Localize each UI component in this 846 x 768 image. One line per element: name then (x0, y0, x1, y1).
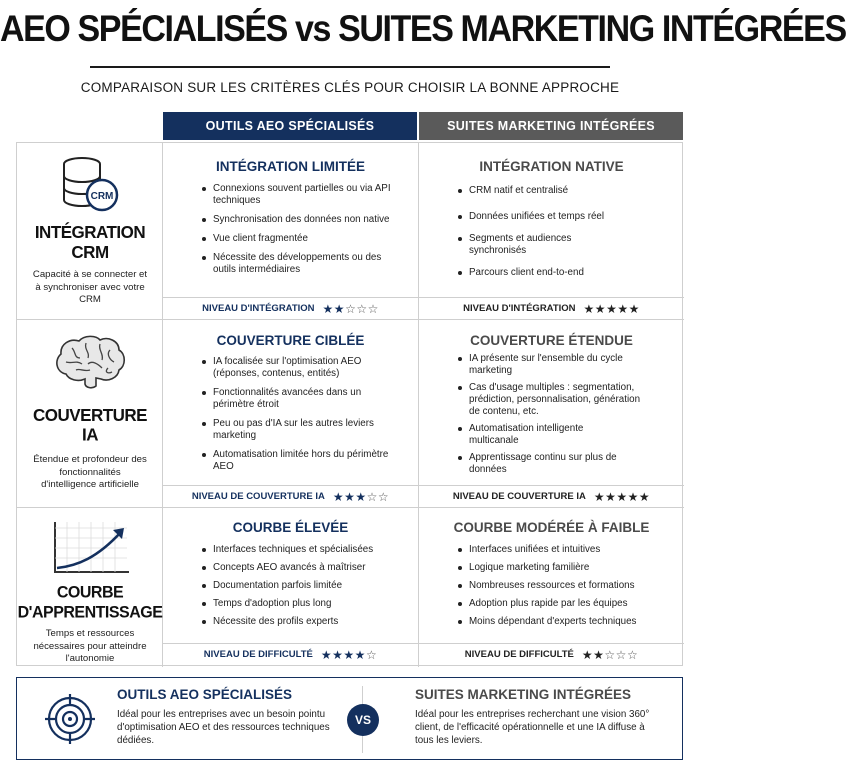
svg-text:CRM: CRM (90, 191, 114, 202)
list-item: Documentation parfois limitée (201, 580, 401, 592)
cell-ai-suites (419, 320, 684, 508)
star-filled-icon: ★ (581, 647, 594, 662)
criterion-name: COUVERTURE IA (32, 405, 147, 445)
list-item: Interfaces unifiées et intuitives (457, 544, 672, 556)
rating-bar (163, 485, 418, 507)
criterion-learning-curve (17, 508, 163, 667)
growth-chart-icon (17, 518, 163, 578)
summary-title-suites: SUITES MARKETING INTÉGRÉES (415, 687, 632, 702)
summary-box (16, 677, 683, 760)
list-item: Nombreuses ressources et formations (457, 580, 672, 592)
star-filled-icon: ★ (628, 301, 640, 316)
star-rating (594, 490, 650, 504)
list-item: Concepts AEO avancés à maîtriser (201, 562, 401, 574)
star-empty-icon: ☆ (377, 489, 390, 504)
criterion-ai-coverage (17, 320, 163, 508)
title-underline (90, 66, 610, 68)
list-item: Connexions souvent partielles ou via API techniques (201, 183, 401, 207)
star-filled-icon: ★ (354, 647, 366, 662)
list-item: Temps d'adoption plus long (201, 598, 401, 610)
rating-bar (419, 297, 684, 319)
list-item: Nécessite des développements ou des outils intermédiaires (201, 252, 401, 276)
star-filled-icon: ★ (322, 301, 334, 316)
star-filled-icon: ★ (332, 647, 344, 662)
star-filled-icon: ★ (605, 489, 617, 504)
star-filled-icon: ★ (593, 489, 606, 504)
cell-title: INTÉGRATION LIMITÉE (216, 159, 365, 174)
column-header-suites: SUITES MARKETING INTÉGRÉES (419, 112, 683, 140)
star-empty-icon: ☆ (366, 489, 378, 504)
list-item: Automatisation limitée hors du périmètre AEO (201, 449, 401, 473)
list-item: Fonctionnalités avancées dans un périmètre étroit (201, 387, 401, 411)
summary-text-specialized: Idéal pour les entreprises avec un besoin pointu d'optimisation AEO et des ressources techniques dédiées. (117, 709, 330, 746)
criterion-description: Capacité à se connecter et à synchroniser avec votre CRM (32, 269, 148, 305)
star-filled-icon: ★ (594, 301, 607, 316)
rating-label: NIVEAU DE COUVERTURE IA (452, 491, 586, 502)
list-item: Moins dépendant d'experts techniques (457, 616, 672, 628)
list-item: CRM natif et centralisé (457, 185, 667, 197)
criterion-description: Étendue et profondeur des fonctionnalités d'intelligence artificielle (33, 454, 147, 490)
star-filled-icon: ★ (344, 489, 356, 504)
cell-ai-specialized (163, 320, 419, 508)
criterion-name: INTÉGRATION CRM (34, 222, 146, 262)
rating-bar (419, 485, 684, 507)
list-item: Segments et audiences synchronisés (457, 233, 597, 257)
star-filled-icon: ★ (320, 647, 333, 662)
star-empty-icon: ☆ (367, 301, 379, 316)
criterion-crm (17, 143, 163, 320)
list-item: Cas d'usage multiples : segmentation, prédiction, personnalisation, génération de contenu, etc. (457, 382, 645, 418)
cell-learning-specialized (163, 508, 419, 667)
list-item: Interfaces techniques et spécialisées (201, 544, 401, 556)
cell-title: COURBE ÉLEVÉE (232, 520, 349, 535)
database-crm-icon (17, 155, 163, 217)
list-item: Peu ou pas d'IA sur les autres leviers marketing (201, 418, 401, 442)
rating-label: NIVEAU DE COUVERTURE IA (191, 491, 325, 502)
star-filled-icon: ★ (333, 301, 346, 316)
cell-title: COUVERTURE ÉTENDUE (470, 333, 633, 348)
rating-bar (419, 643, 684, 665)
rating-label: NIVEAU DE DIFFICULTÉ (203, 649, 313, 660)
rating-bar (163, 297, 418, 319)
cell-crm-specialized (163, 143, 419, 320)
brain-icon (17, 334, 163, 392)
summary-title-specialized: OUTILS AEO SPÉCIALISÉS (117, 687, 293, 702)
target-icon (45, 694, 95, 749)
rating-label: NIVEAU DE DIFFICULTÉ (464, 649, 574, 660)
star-filled-icon: ★ (583, 301, 595, 316)
rating-label: NIVEAU D'INTÉGRATION (463, 303, 576, 314)
star-rating (582, 648, 638, 662)
list-item: IA focalisée sur l'optimisation AEO (réponses, contenus, entités) (201, 356, 401, 380)
star-rating (584, 302, 640, 316)
star-filled-icon: ★ (332, 489, 345, 504)
comparison-table (16, 142, 683, 666)
star-filled-icon: ★ (617, 301, 629, 316)
list-item: Synchronisation des données non native (201, 214, 401, 226)
list-item: Apprentissage continu sur plus de données (457, 452, 627, 476)
vs-badge: VS (347, 704, 379, 736)
list-item: Parcours client end-to-end (457, 267, 667, 279)
bullet-list (201, 183, 401, 276)
star-filled-icon: ★ (616, 489, 628, 504)
page-subtitle: COMPARAISON SUR LES CRITÈRES CLÉS POUR CHOISIR LA BONNE APPROCHE (80, 80, 620, 95)
rating-label: NIVEAU D'INTÉGRATION (202, 303, 315, 314)
bullet-list (201, 544, 401, 628)
star-filled-icon: ★ (355, 489, 367, 504)
list-item: Nécessite des profils experts (201, 616, 401, 628)
cell-learning-suites (419, 508, 684, 667)
star-empty-icon: ☆ (365, 647, 378, 662)
criterion-description: Temps et ressources nécessaires pour atteindre l'autonomie (33, 628, 147, 664)
star-empty-icon: ☆ (345, 301, 357, 316)
cell-title: COUVERTURE CIBLÉE (216, 333, 365, 348)
star-rating (333, 490, 389, 504)
list-item: IA présente sur l'ensemble du cycle marketing (457, 353, 645, 377)
list-item: Logique marketing familière (457, 562, 672, 574)
star-filled-icon: ★ (343, 647, 355, 662)
page-title: AEO SPÉCIALISÉS vs SUITES MARKETING INTÉGRÉES (0, 8, 846, 50)
list-item: Adoption plus rapide par les équipes (457, 598, 672, 610)
star-filled-icon: ★ (638, 489, 651, 504)
star-rating (321, 648, 377, 662)
list-item: Vue client fragmentée (201, 233, 401, 245)
star-filled-icon: ★ (627, 489, 639, 504)
star-rating (323, 302, 379, 316)
criterion-name: COURBE D'APPRENTISSAGE (17, 584, 163, 622)
star-empty-icon: ☆ (604, 647, 616, 662)
list-item: Données unifiées et temps réel (457, 211, 667, 223)
bullet-list (201, 356, 401, 473)
list-item: Automatisation intelligente multicanale (457, 423, 607, 447)
bullet-list (457, 185, 667, 279)
bullet-list (457, 544, 672, 628)
star-empty-icon: ☆ (615, 647, 627, 662)
star-filled-icon: ★ (593, 647, 605, 662)
cell-title: INTÉGRATION NATIVE (479, 159, 624, 174)
rating-bar (163, 643, 418, 665)
bullet-list (457, 353, 645, 476)
cell-crm-suites (419, 143, 684, 320)
star-empty-icon: ☆ (626, 647, 639, 662)
star-filled-icon: ★ (606, 301, 618, 316)
column-header-specialized: OUTILS AEO SPÉCIALISÉS (163, 112, 417, 140)
cell-title: COURBE MODÉRÉE À FAIBLE (453, 520, 650, 535)
star-empty-icon: ☆ (356, 301, 368, 316)
summary-text-suites: Idéal pour les entreprises recherchant une vision 360° client, de l'efficacité opérationnelle et une IA diffuse à tous les leviers. (415, 709, 650, 746)
